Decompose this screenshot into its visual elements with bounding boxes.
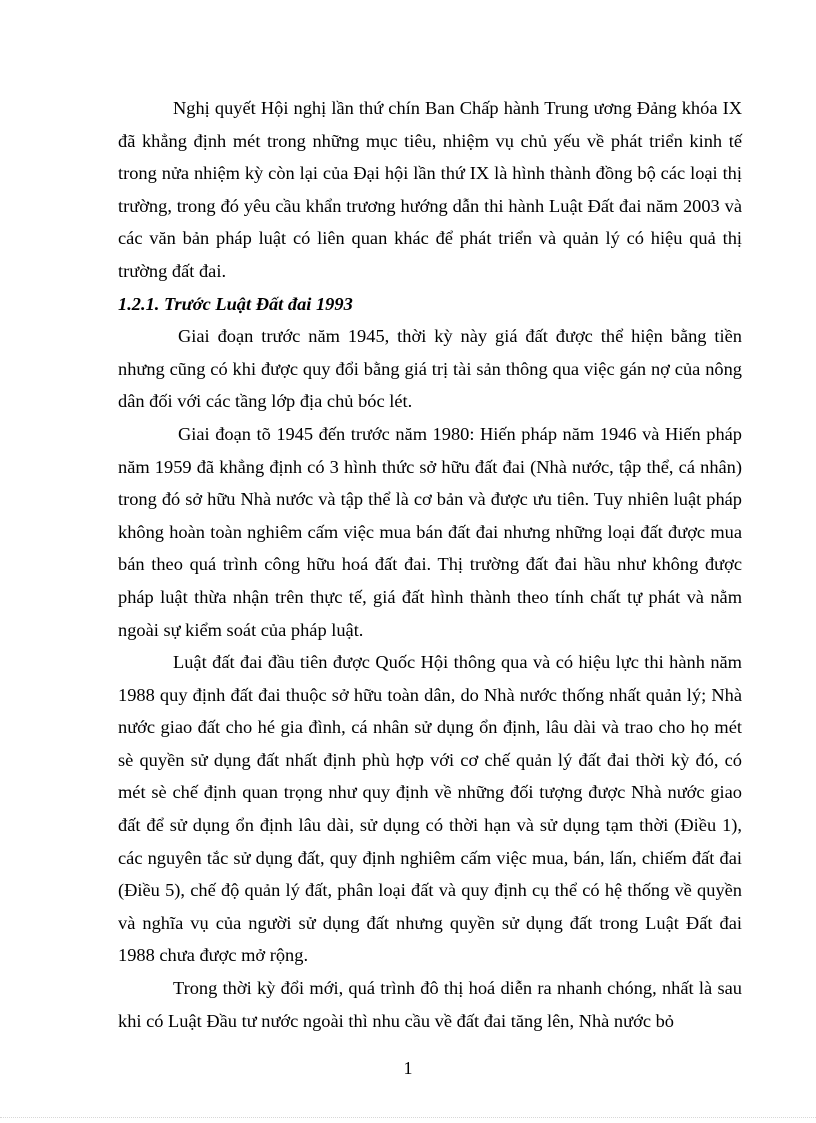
paragraph-resolution-intro: Nghị quyết Hội nghị lần thứ chín Ban Chấp hành Trung ương Đảng khóa IX đã khẳng định mét trong những mục tiêu, nhiệm vụ chủ yếu về phát triển kinh tế trong nửa nhiệm kỳ còn lại của Đại hội lần thứ IX là hình thành đồng bộ các loại thị trường, trong đó yêu cầu khẩn trương hướng dẫn thi hành Luật Đất đai năm 2003 và các văn bản pháp luật có liên quan khác để phát triển và quản lý có hiệu quả thị trường đất đai. [118, 98, 742, 281]
section-heading-1-2-1: 1.2.1. Trước Luật Đất đai 1993 [118, 293, 353, 314]
paragraph-before-1945: Giai đoạn trước năm 1945, thời kỳ này giá đất được thể hiện bằng tiền nhưng cũng có khi được quy đổi bằng giá trị tài sản thông qua việc gán nợ của nông dân đối với các tầng lớp địa chủ bóc lét. [118, 326, 742, 412]
paragraph-land-law-1988: Luật đất đai đầu tiên được Quốc Hội thông qua và có hiệu lực thi hành năm 1988 quy định đất đai thuộc sở hữu toàn dân, do Nhà nước thống nhất quản lý; Nhà nước giao đất cho hé gia đình, cá nhân sử dụng ổn định, lâu dài và trao cho họ mét sè quyền sử dụng đất nhất định phù hợp với cơ chế quản lý đất đai thời kỳ đó, có mét sè chế định quan trọng như quy định về những đối tượng được Nhà nước giao đất để sử dụng ổn định lâu dài, sử dụng có thời hạn và sử dụng tạm thời (Điều 1), các nguyên tắc sử dụng đất, quy định nghiêm cấm việc mua, bán, lấn, chiếm đất đai (Điều 5), chế độ quản lý đất, phân loại đất và quy định cụ thể có hệ thống về quyền và nghĩa vụ của người sử dụng đất nhưng quyền sử dụng đất trong Luật Đất đai 1988 chưa được mở rộng. [118, 652, 742, 966]
page-number: 1 [403, 1058, 413, 1078]
document-body [118, 92, 742, 1037]
paragraph-1945-1980: Giai đoạn tõ 1945 đến trước năm 1980: Hiến pháp năm 1946 và Hiến pháp năm 1959 đã khẳng định có 3 hình thức sở hữu đất đai (Nhà nước, tập thể, cá nhân) trong đó sở hữu Nhà nước và tập thể là cơ bản và được ưu tiên. Tuy nhiên luật pháp không hoàn toàn nghiêm cấm việc mua bán đất đai nhưng những loại đất được mua bán theo quá trình công hữu hoá đất đai. Thị trường đất đai hầu như không được pháp luật thừa nhận trên thực tế, giá đất hình thành theo tính chất tự phát và nằm ngoài sự kiểm soát của pháp luật. [118, 423, 742, 640]
paragraph-renovation-period: Trong thời kỳ đổi mới, quá trình đô thị hoá diễn ra nhanh chóng, nhất là sau khi có Luật Đầu tư nước ngoài thì nhu cầu về đất đai tăng lên, Nhà nước bỏ [118, 978, 742, 1031]
page-bottom-divider [0, 1117, 816, 1118]
